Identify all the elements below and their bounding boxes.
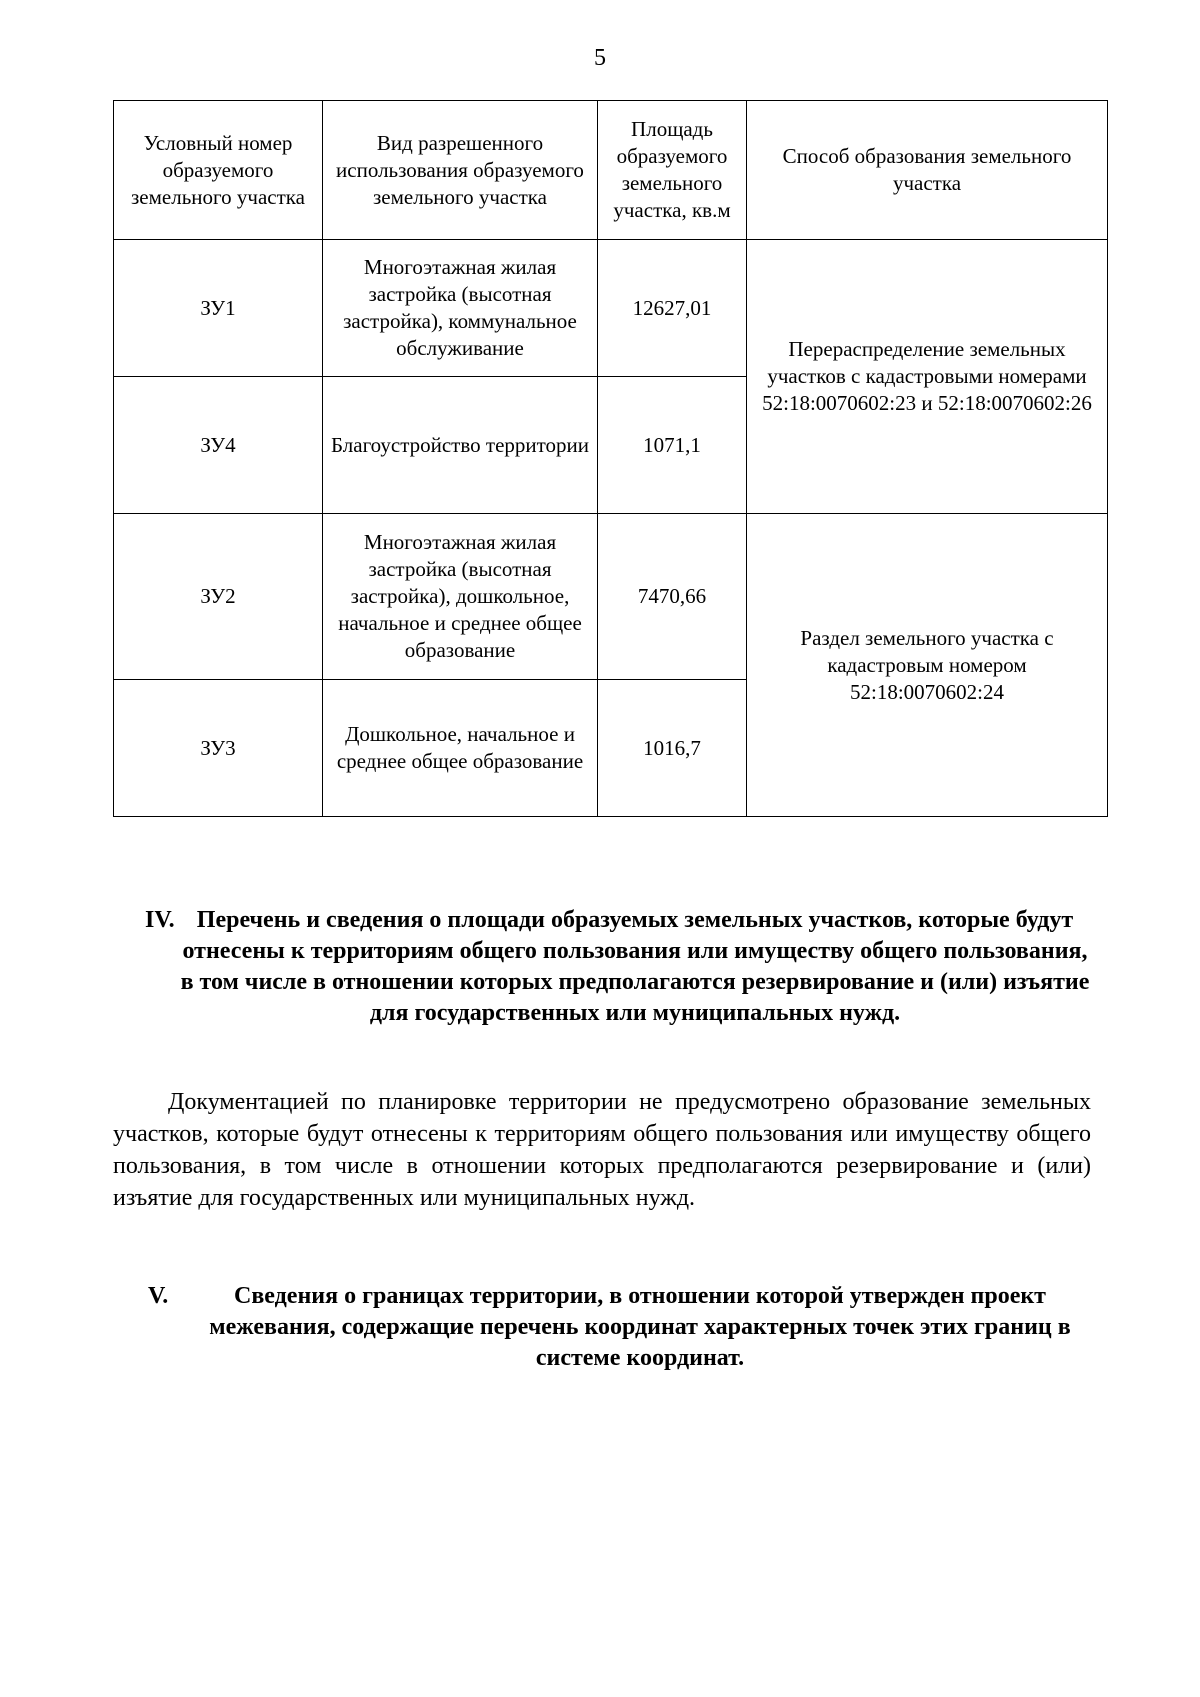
permitted-use-cell: Многоэтажная жилая застройка (высотная застройка), коммунальное обслуживание xyxy=(323,240,598,377)
section-5-heading xyxy=(0,1281,1200,1381)
area-cell: 7470,66 xyxy=(598,514,747,680)
section-5-title: Сведения о границах территории, в отношении которой утвержден проект межевания, содержащие перечень координат характерных точек этих границ в системе координат. xyxy=(209,1283,1071,1371)
table-row xyxy=(114,240,1108,377)
plot-number-cell: ЗУ2 xyxy=(114,514,323,680)
permitted-use-cell: Дошкольное, начальное и среднее общее образование xyxy=(323,680,598,817)
header-plot-number: Условный номер образуемого земельного участка xyxy=(114,101,323,240)
permitted-use-cell: Благоустройство территории xyxy=(323,377,598,514)
table-row xyxy=(114,514,1108,680)
section-4-heading xyxy=(0,905,1200,1065)
area-cell: 1016,7 xyxy=(598,680,747,817)
formation-method-cell: Раздел земельного участка с кадастровым номером 52:18:0070602:24 xyxy=(747,514,1108,817)
section-4-body: Документацией по планировке территории не предусмотрено образование земельных участков, которые будут отнесены к территориям общего пользования или имуществу общего пользования, в том числе в отношении которых предполагаются резервирование и (или) изъятие для государственных или муниципальных нужд. xyxy=(113,1089,1091,1211)
header-formation-method: Способ образования земельного участка xyxy=(747,101,1108,240)
plot-number-cell: ЗУ3 xyxy=(114,680,323,817)
section-4-title: Перечень и сведения о площади образуемых земельных участков, которые будут отнесены к территориям общего пользования или имуществу общего пользования, в том числе в отношении которых предполагаются резервирование и (или) изъятие для государственных или муниципальных нужд. xyxy=(180,907,1090,1026)
section-5-number: V. xyxy=(148,1283,169,1309)
header-area: Площадь образуемого земельного участка, кв.м xyxy=(598,101,747,240)
formation-method-cell: Перераспределение земельных участков с кадастровыми номерами 52:18:0070602:23 и 52:18:0070602:26 xyxy=(747,240,1108,514)
header-permitted-use: Вид разрешенного использования образуемого земельного участка xyxy=(323,101,598,240)
area-cell: 1071,1 xyxy=(598,377,747,514)
plot-number-cell: ЗУ1 xyxy=(114,240,323,377)
page-number: 5 xyxy=(594,45,606,71)
area-cell: 12627,01 xyxy=(598,240,747,377)
permitted-use-cell: Многоэтажная жилая застройка (высотная застройка), дошкольное, начальное и среднее общее образование xyxy=(323,514,598,680)
plot-number-cell: ЗУ4 xyxy=(114,377,323,514)
section-4-number: IV. xyxy=(145,907,175,933)
land-plots-table xyxy=(113,100,1108,817)
table-header-row xyxy=(114,101,1108,240)
